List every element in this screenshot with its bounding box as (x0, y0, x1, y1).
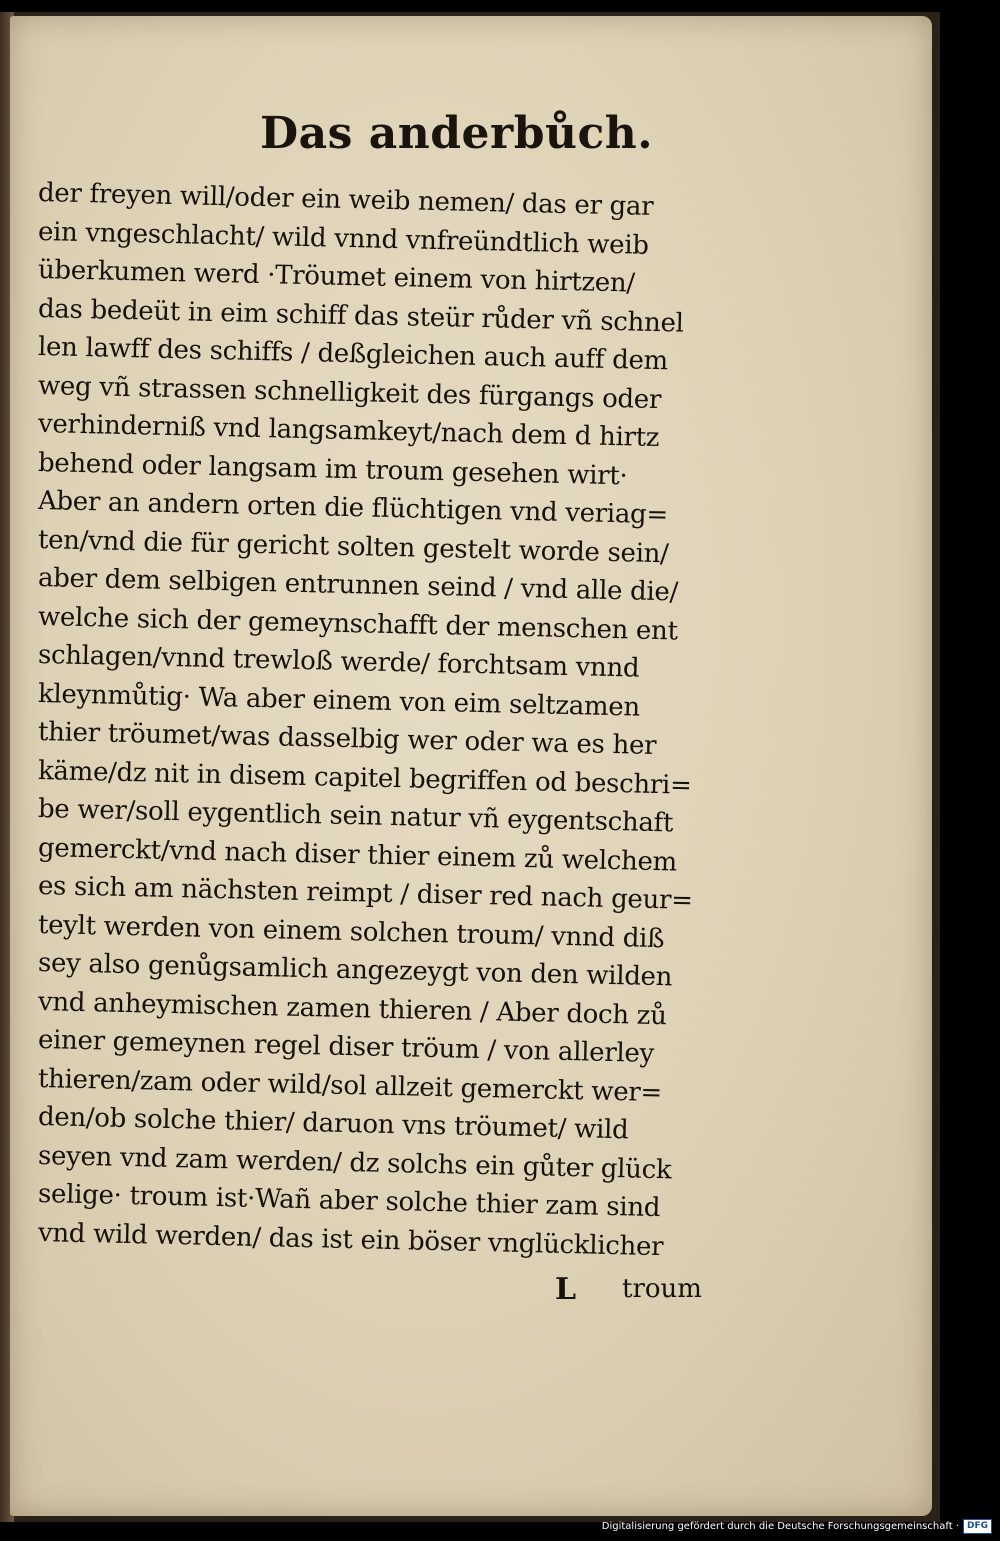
text-line: der freyen will/oder ein weib nemen/ das er gar (37, 178, 654, 222)
text-line: vnd wild werden/ das ist ein böser vnglücklicher (37, 1217, 664, 1262)
running-head: Das anderbůch. (260, 108, 654, 159)
text-line: selige· troum ist·Wañ aber solche thier zam sind (37, 1179, 661, 1224)
text-line: sey also genůgsamlich angezeygt von den wilden (37, 948, 673, 993)
scanned-book-page (0, 12, 940, 1522)
text-line: seyen vnd zam werden/ dz solchs ein gůter glück (37, 1140, 672, 1185)
text-line: überkumen werd ·Tröumet einem von hirtzen/ (37, 255, 636, 299)
text-line: Aber an andern orten die flüchtigen vnd veriag= (37, 486, 669, 531)
text-line: verhinderniß vnd langsamkeyt/nach dem d hirtz (37, 409, 660, 454)
text-line: ten/vnd die für gericht solten gestelt worde sein/ (37, 524, 669, 569)
text-line: schlagen/vnnd trewloß werde/ forchtsam vnnd (37, 640, 640, 684)
page-paper (10, 16, 932, 1516)
text-line: käme/dz nit in disem capitel begriffen od beschri= (37, 755, 692, 801)
text-line: das bedeüt in eim schiff das steür růder vñ schnel (37, 293, 684, 339)
catchword: troum (622, 1274, 702, 1304)
text-line: es sich am nächsten reimpt / diser red nach geur= (37, 871, 693, 916)
text-line: einer gemeynen regel diser tröum / von allerley (37, 1025, 655, 1069)
text-line: len lawff des schiffs / deßgleichen auch auff dem (37, 332, 669, 377)
text-line: ein vngeschlacht/ wild vnnd vnfreündtlich weib (37, 216, 649, 261)
text-line: gemerckt/vnd nach diser thier einem zů welchem (37, 832, 678, 877)
footer-credit (602, 1515, 992, 1537)
text-line: thieren/zam oder wild/sol allzeit gemerckt wer= (37, 1063, 663, 1108)
text-line: weg vñ strassen schnelligkeit des fürgangs oder (37, 370, 662, 415)
text-line: thier tröumet/was dasselbig wer oder wa es her (37, 717, 657, 762)
text-line: teylt werden von einem solchen troum/ vnnd diß (37, 909, 665, 954)
dfg-logo-icon: DFG (963, 1519, 992, 1534)
signature-mark: L (555, 1272, 577, 1307)
text-line: den/ob solche thier/ daruon vns tröumet/ wild (37, 1102, 629, 1146)
text-line: kleynmůtig· Wa aber einem von eim seltzamen (37, 678, 641, 723)
funding-note: Digitalisierung gefördert durch die Deutsche Forschungsgemeinschaft · (601, 1520, 959, 1532)
text-line: aber dem selbigen entrunnen seind / vnd alle die/ (37, 563, 679, 608)
text-line: be wer/soll eygentlich sein natur vñ eygentschaft (37, 794, 674, 839)
body-text (37, 174, 768, 1262)
text-line: welche sich der gemeynschafft der menschen ent (37, 601, 679, 647)
text-line: behend oder langsam im troum gesehen wirt· (37, 447, 628, 491)
text-line: vnd anheymischen zamen thieren / Aber doch zů (37, 986, 667, 1031)
